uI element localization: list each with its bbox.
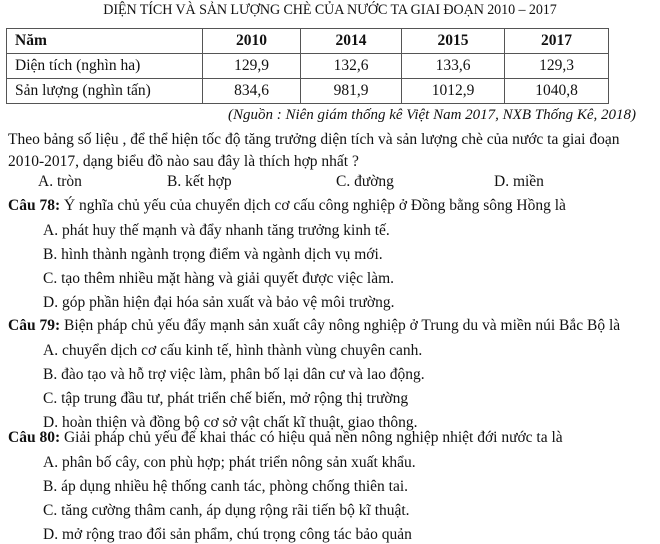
table-row [7,54,609,79]
question-text: Biện pháp chủ yếu đẩy mạnh sản xuất cây nông nghiệp ở Trung du và miền núi Bắc Bộ là [60,317,621,334]
header-cell: 2010 [203,29,301,54]
q79-option-c: C. tập trung đầu tư, phát triển chế biến, mở rộng thị trường [43,390,409,407]
question-79 [8,317,620,335]
source-note: (Nguồn : Niên giám thống kê Việt Nam 2017, NXB Thống Kê, 2018) [227,107,636,123]
q77-option-a: A. tròn [38,173,82,190]
table-header-row [7,29,609,54]
q79-option-b: B. đào tạo và hỗ trợ việc làm, phân bố lại dân cư và lao động. [43,366,425,383]
data-table [6,28,609,104]
header-cell: 2017 [505,29,609,54]
question-77-text: Theo bảng số liệu , để thể hiện tốc độ tăng trưởng diện tích và sản lượng chè của nước ta giai đoạn 2010-2017, dạng biểu đồ nào sau đây là thích hợp nhất ? [8,131,620,170]
q79-option-d: D. hoàn thiện và đồng bộ cơ sở vật chất kĩ thuật, giao thông. [43,414,418,431]
table-row [7,79,609,104]
question-text: Giải pháp chủ yếu để khai thác có hiệu quả nền nông nghiệp nhiệt đới nước ta là [60,429,563,446]
q77-option-d: D. miền [494,173,544,190]
row-label: Diện tích (nghìn ha) [7,54,203,79]
q78-option-c: C. tạo thêm nhiều mặt hàng và giải quyết được việc làm. [43,270,395,287]
table-cell: 132,6 [301,54,402,79]
table-cell: 1040,8 [505,79,609,104]
q78-option-d: D. góp phần hiện đại hóa sản xuất và bảo vệ môi trường. [43,294,395,311]
q80-option-a: A. phân bố cây, con phù hợp; phát triển nông sản xuất khẩu. [43,454,416,471]
question-label: Câu 79: [8,317,61,334]
q78-option-a: A. phát huy thế mạnh và đẩy nhanh tăng trưởng kinh tế. [43,222,390,239]
q80-option-b: B. áp dụng nhiều hệ thống canh tác, phòng chống thiên tai. [43,478,409,495]
question-78 [8,197,566,215]
q80-option-c: C. tăng cường thâm canh, áp dụng rộng rãi tiến bộ kĩ thuật. [43,502,410,519]
question-label: Câu 80: [8,429,61,446]
q77-option-b: B. kết hợp [167,173,232,190]
table-cell: 981,9 [301,79,402,104]
question-label: Câu 78: [8,197,61,214]
question-text: Ý nghĩa chủ yếu của chuyển dịch cơ cấu công nghiệp ở Đồng bằng sông Hồng là [60,197,566,214]
table-cell: 1012,9 [402,79,505,104]
table-cell: 133,6 [402,54,505,79]
header-cell: 2014 [301,29,402,54]
q79-option-a: A. chuyển dịch cơ cấu kinh tế, hình thành vùng chuyên canh. [43,342,423,359]
question-80 [8,429,563,447]
row-label: Sản lượng (nghìn tấn) [7,79,203,104]
q78-option-b: B. hình thành ngành trọng điểm và ngành dịch vụ mới. [43,246,383,263]
table-cell: 129,3 [505,54,609,79]
header-cell: 2015 [402,29,505,54]
table-cell: 129,9 [203,54,301,79]
q77-option-c: C. đường [336,173,394,190]
q80-option-d: D. mở rộng trao đổi sản phẩm, chú trọng công tác bảo quản [43,526,412,543]
header-cell: Năm [7,29,203,54]
table-cell: 834,6 [203,79,301,104]
table-title: DIỆN TÍCH VÀ SẢN LƯỢNG CHÈ CỦA NƯỚC TA GIAI ĐOẠN 2010 – 2017 [103,2,557,18]
